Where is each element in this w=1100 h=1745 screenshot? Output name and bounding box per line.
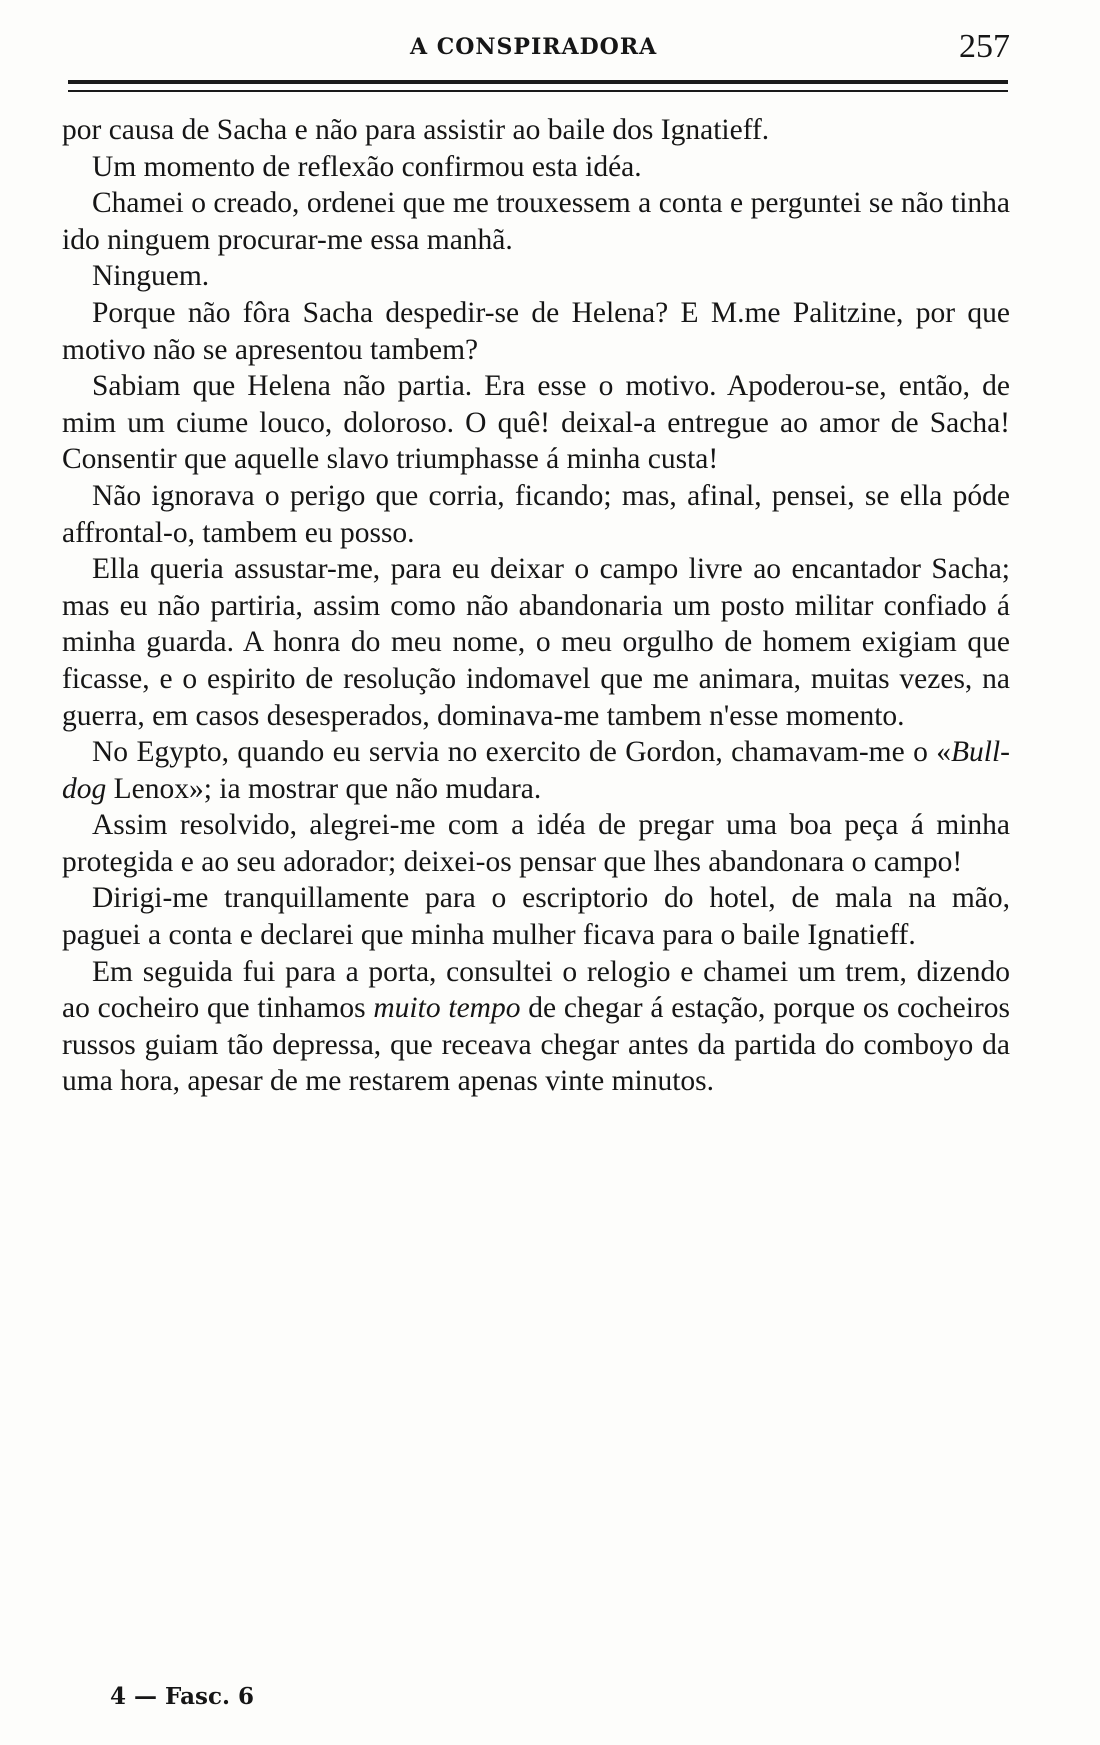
paragraph: Assim resolvido, alegrei-me com a idéa de pregar uma boa peça á minha protegida e ao seu adorador; deixei-os pensar que lhes abandonara o campo!: [62, 809, 1010, 878]
paragraph: No Egypto, quando eu servia no exercito de Gordon, chamavam-me o «Bull-dog Lenox»; ia mostrar que não mudara.: [62, 736, 1010, 805]
running-title: A CONSPIRADORA: [410, 34, 658, 60]
paragraph: Chamei o creado, ordenei que me trouxessem a conta e perguntei se não tinha ido ninguem procurar-me essa manhã.: [62, 187, 1010, 256]
signature-mark: 4 — Fasc. 6: [110, 1683, 254, 1710]
header-rule-thin: [68, 90, 1008, 92]
paragraph: Sabiam que Helena não partia. Era esse o motivo. Apoderou-se, então, de mim um ciume louco, doloroso. O quê! deixal-a entregue ao amor de Sacha! Consentir que aquelle slavo triumphasse á minha custa!: [62, 370, 1010, 476]
paragraph: Dirigi-me tranquillamente para o escriptorio do hotel, de mala na mão, paguei a conta e declarei que minha mulher ficava para o baile Ignatieff.: [62, 882, 1010, 952]
paragraph: por causa de Sacha e não para assistir ao baile dos Ignatieff.: [62, 114, 770, 146]
header-rule-thick: [68, 80, 1008, 84]
body-text: [62, 112, 1010, 1100]
paragraph: Um momento de reflexão confirmou esta idéa.: [92, 150, 642, 183]
paragraph: Ninguem.: [92, 260, 210, 293]
paragraph: Ella queria assustar-me, para eu deixar o campo livre ao encantador Sacha; mas eu não partiria, assim como não abandonaria um posto militar confiado á minha guarda. A honra do meu nome, o meu orgulho de homem exigiam que ficasse, e o espirito de resolução indomavel que me animara, muitas vezes, na guerra, em casos desesperados, dominava-me tambem n'esse momento.: [62, 553, 1010, 732]
running-head: [60, 28, 1010, 68]
paragraph: Em seguida fui para a porta, consultei o relogio e chamei um trem, dizendo ao cocheiro que tinhamos muito tempo de chegar á estação, porque os cocheiros russos guiam tão depressa, que receava chegar antes da partida do comboyo da uma hora, apesar de me restarem apenas vinte minutos.: [62, 955, 1010, 1098]
paragraph: Porque não fôra Sacha despedir-se de Helena? E M.me Palitzine, por que motivo não se apresentou tambem?: [62, 296, 1010, 366]
paragraph: Não ignorava o perigo que corria, ficando; mas, afinal, pensei, se ella póde affrontal-o, tambem eu posso.: [62, 479, 1010, 549]
page-number: 257: [959, 28, 1010, 65]
